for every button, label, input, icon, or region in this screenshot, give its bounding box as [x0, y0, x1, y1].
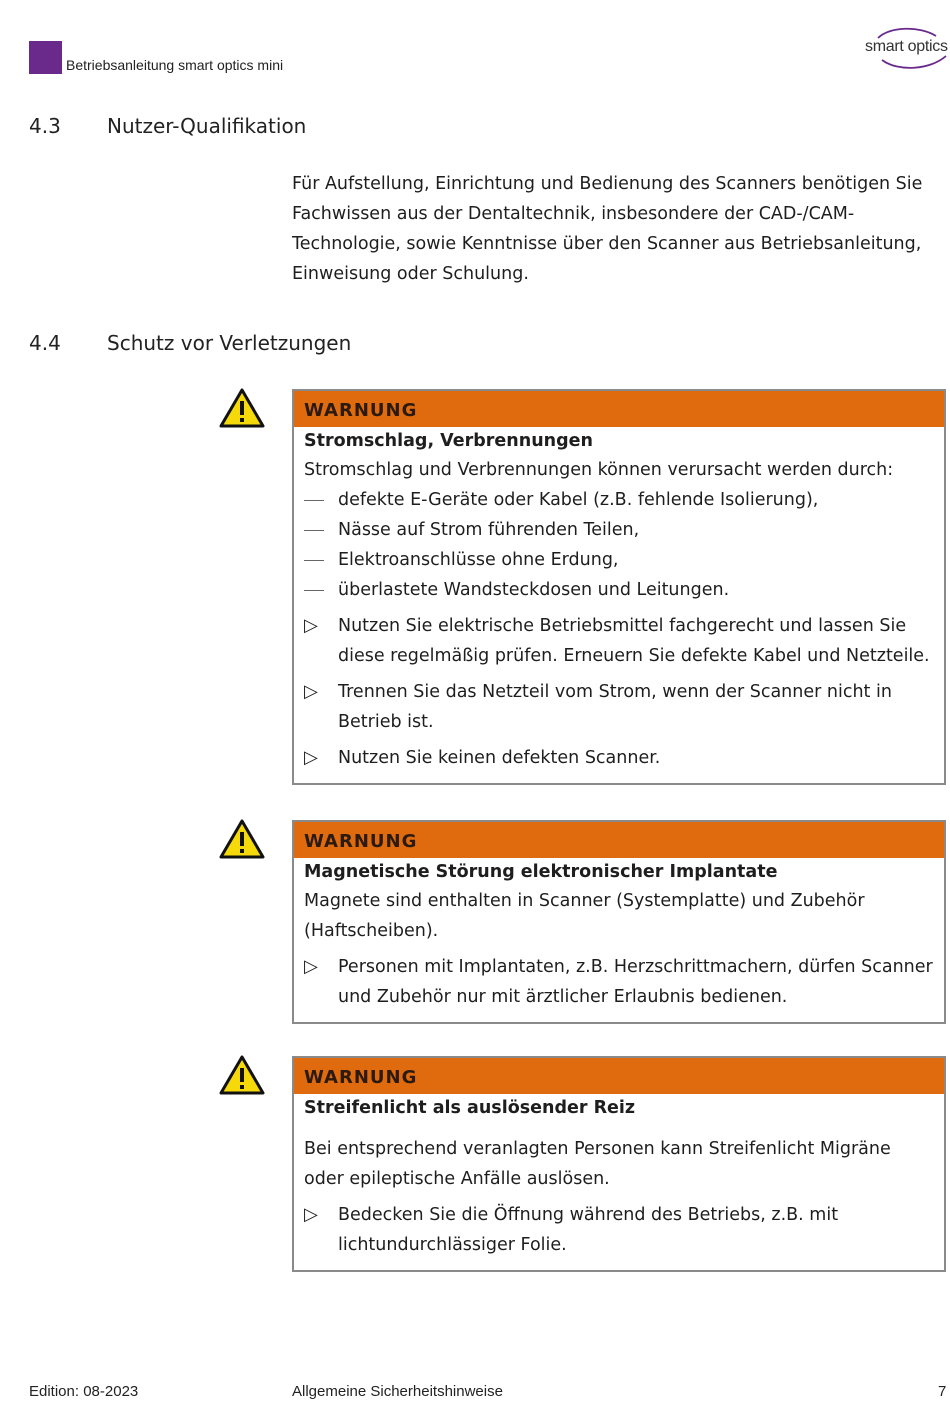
warning-title: Streifenlicht als auslösender Reiz [304, 1098, 636, 1118]
action-item: ▷ Nutzen Sie keinen defekten Scanner. [304, 743, 934, 773]
warning-label: WARNUNG [294, 391, 944, 427]
section-number: 4.3 [29, 114, 61, 138]
warning-title: Stromschlag, Verbrennungen [304, 431, 593, 451]
action-arrow-icon: ▷ [304, 747, 318, 768]
action-arrow-icon: ▷ [304, 1204, 318, 1225]
document-title: Betriebsanleitung smart optics mini [66, 57, 284, 73]
footer-edition: Edition: 08-2023 [29, 1383, 139, 1400]
qualification-paragraph: Für Aufstellung, Einrichtung und Bedienung des Scanners benötigen Sie Fachwissen aus der Dentaltechnik, insbesondere der CAD-/CAM-Technologie, sowie Kenntnisse über den Scanner aus Betriebsanleitung, Einweisung oder Schulung. [292, 174, 923, 284]
action-item: ▷ Trennen Sie das Netzteil vom Strom, wenn der Scanner nicht in Betrieb ist. [304, 677, 934, 737]
warning-triangle-icon [218, 387, 266, 429]
warning-label: WARNUNG [294, 822, 944, 858]
page-number: 7 [938, 1383, 947, 1400]
warning-triangle-icon [218, 818, 266, 860]
list-item: Elektroanschlüsse ohne Erdung, [304, 545, 934, 575]
section-number: 4.4 [29, 331, 61, 355]
action-item: ▷ Personen mit Implantaten, z.B. Herzschrittmachern, dürfen Scanner und Zubehör nur mit ärztlicher Erlaubnis bedienen. [304, 952, 934, 1012]
action-item: ▷ Nutzen Sie elektrische Betriebsmittel fachgerecht und lassen Sie diese regelmäßig prüfen. Erneuern Sie defekte Kabel und Netzteile. [304, 611, 934, 671]
warning-intro: Bei entsprechend veranlagten Personen kann Streifenlicht Migräne oder epileptische Anfälle auslösen. [304, 1139, 891, 1189]
action-item: ▷ Bedecken Sie die Öffnung während des Betriebs, z.B. mit lichtundurchlässiger Folie. [304, 1200, 934, 1260]
warning-title: Magnetische Störung elektronischer Implantate [304, 862, 778, 882]
footer-chapter: Allgemeine Sicherheitshinweise [292, 1383, 503, 1400]
warning-box-strip-light [292, 1056, 946, 1272]
list-item: defekte E-Geräte oder Kabel (z.B. fehlende Isolierung), [304, 485, 934, 515]
action-arrow-icon: ▷ [304, 615, 318, 636]
warning-label: WARNUNG [294, 1058, 944, 1094]
brand-square [29, 41, 62, 74]
action-arrow-icon: ▷ [304, 956, 318, 977]
section-title: Schutz vor Verletzungen [107, 331, 352, 355]
list-item: Nässe auf Strom führenden Teilen, [304, 515, 934, 545]
warning-intro: Magnete sind enthalten in Scanner (Systemplatte) und Zubehör (Haftscheiben). [304, 891, 865, 941]
list-item: überlastete Wandsteckdosen und Leitungen. [304, 575, 934, 605]
warning-box-electric-shock [292, 389, 946, 785]
warning-intro: Stromschlag und Verbrennungen können verursacht werden durch: [304, 460, 894, 480]
action-arrow-icon: ▷ [304, 681, 318, 702]
logo-text: smart optics [865, 38, 948, 55]
smart-optics-logo [860, 26, 950, 72]
section-title: Nutzer-Qualifikation [107, 114, 307, 138]
warning-triangle-icon [218, 1054, 266, 1096]
section-heading-4-3 [29, 114, 306, 138]
warning-box-magnetic-interference [292, 820, 946, 1024]
section-heading-4-4 [29, 331, 351, 355]
